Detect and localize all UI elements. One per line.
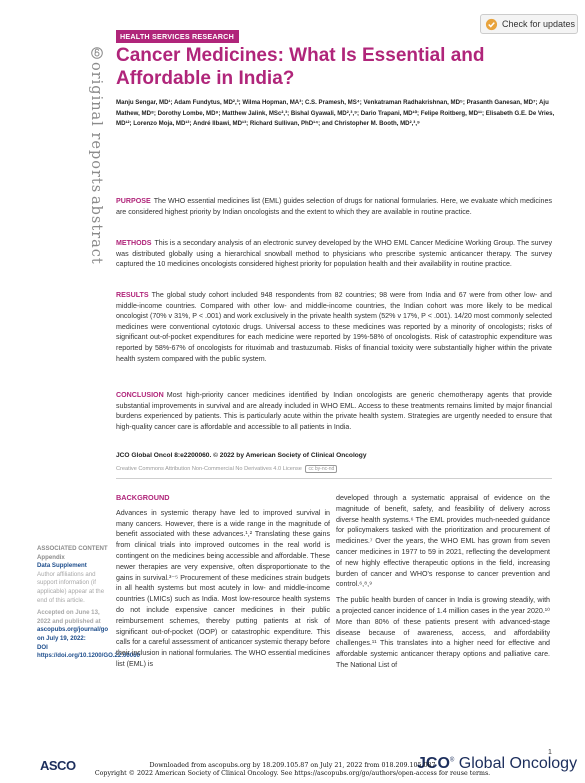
abstract-results <box>116 290 552 364</box>
journal-url-link[interactable]: ascopubs.org/journal/go on July 19, 2022: <box>37 626 109 642</box>
appendix-label: Appendix <box>37 553 65 561</box>
citation: JCO Global Oncol 8:e2200060. © 2022 by American Society of Clinical Oncology <box>116 452 367 459</box>
jco-logo-mark: JCO <box>417 755 450 772</box>
associated-content-heading: ASSOCIATED CONTENT <box>37 545 108 552</box>
associated-content-panel <box>37 545 140 661</box>
side-label-abstract-text: abstract <box>88 196 104 265</box>
download-notice <box>0 762 585 778</box>
side-label-text: original reports <box>88 62 104 194</box>
download-line-1: Downloaded from ascopubs.org by 18.209.105.87 on July 21, 2022 from 018.209.105.087 <box>149 762 436 769</box>
conclusion-heading: CONCLUSION <box>116 391 164 399</box>
body-column-left <box>116 493 330 675</box>
section-tag: HEALTH SERVICES RESEARCH <box>116 30 239 43</box>
affiliations-note: Author affiliations and support information (if applicable) appear at the end of this article. <box>37 570 105 604</box>
methods-heading: METHODS <box>116 239 152 247</box>
results-text: The global study cohort included 948 respondents from 82 countries; 98 were from India and 67 were from other low- and middle-income countries. Compared with other low- and middle-income countries, the Indian cohort was more likely to be medical oncologist (70% v 31%, P < .001) and work exclusively in the private health system (52% v 17%, P < .001). 14/20 most commonly selected medicines were conventional cytotoxic drugs. Universal access to these medicines was reported by a minority of oncologists; risks of significant out-of-pocket expenditures for each medicine were reported by 19%-58% of oncologists. Risk of catastrophic expenditure was reported by 58%-67% of oncologists for rituximab and trastuzumab. Risks of financial toxicity were substantially higher within the private health system compared with the public system. <box>116 291 552 363</box>
check-updates-button[interactable] <box>480 14 578 34</box>
abstract-methods <box>116 238 552 270</box>
check-updates-label: Check for updates <box>502 19 576 29</box>
asco-logo: ASCO <box>40 758 76 773</box>
side-label-abstract <box>88 196 106 386</box>
data-supplement-link[interactable]: Data Supplement <box>37 562 87 570</box>
results-heading: RESULTS <box>116 291 149 299</box>
background-heading: BACKGROUND <box>116 493 170 502</box>
check-updates-icon <box>485 18 498 31</box>
download-line-2: Copyright © 2022 American Society of Clinical Oncology. See https://ascopubs.org/go/authors/open-access for reuse terms. <box>94 770 491 777</box>
body-column-right <box>336 493 550 676</box>
body-paragraph-1: Advances in systemic therapy have led to improved survival in many cancers. However, there is a wide range in the magnitude of benefit associated with these advances.¹,² Translating these gains from clinical trials into improved outcomes in the real world is contingent on the medicines being accessible and affordable. These newer therapies are very expensive, often disproportionate to the gains in survival.³⁻⁵ Procurement of these medicines strain budgets in all health systems but most acutely in low- and middle-income countries (LMICs) such as India. Most low-resource health systems do not include expensive cancer medicines in their public reimbursement schemes, thereby putting patients at risk of significant out-of-pocket (OOP) or catastrophic expenditure. This calls for a careful assessment of anticancer systemic therapy before their inclusion in national formularies. The WHO essential medicines list (EML) is <box>116 508 330 668</box>
license-line <box>116 465 337 473</box>
article-title: Cancer Medicines: What Is Essential and Affordable in India? <box>116 45 485 89</box>
body-paragraph-2: developed through a systematic appraisal of evidence on the magnitude of benefit, safety, and feasibility of delivery across diverse health systems.⁶ The EML provides much-needed guidance for policymakers tasked with the prioritization and procurement of medicines.⁷ Over the years, the WHO EML has grown from seven cancer medicines in 1977 to 59 in 2021, reflecting the development of new highly effective therapeutic options in the field, increasing burden of cancer and WHO's response to cancer prevention and control.⁶,⁸,⁹ <box>336 494 550 589</box>
abstract-purpose <box>116 196 552 217</box>
accepted-date: Accepted on June 13, 2022 and published at <box>37 609 101 625</box>
body-paragraph-3: The public health burden of cancer in India is growing steadily, with a projected cancer incidence of 1.4 million cases in the year 2020.¹⁰ More than 80% of these patients present with advanced-stage disease because of awareness, access, and affordability challenges.¹¹ This translates into a higher need for effective and affordable systemic anticancer therapy options and palliative care. The National List of <box>336 596 550 669</box>
doi-link[interactable]: DOI https://doi.org/10.1200/GO.22.00060 <box>37 643 140 660</box>
cc-license-badge[interactable]: cc by-nc-nd <box>305 465 337 473</box>
open-access-icon <box>91 47 103 59</box>
divider <box>116 478 552 479</box>
purpose-heading: PURPOSE <box>116 197 151 205</box>
abstract-conclusion <box>116 390 552 432</box>
purpose-text: The WHO essential medicines list (EML) guides selection of drugs for national formularies. Here, we evaluate which medicines are considered highest priority by Indian oncologists and the extent to which they are available in routine practice. <box>116 197 552 216</box>
jco-logo-text: Global Oncology <box>458 755 578 772</box>
license-text: Creative Commons Attribution Non-Commercial No Derivatives 4.0 License <box>116 466 302 472</box>
conclusion-text: Most high-priority cancer medicines identified by Indian oncologists are generic chemotherapy agents that provide substantial improvements in survival and are already included in WHO EML. Access to these treatments remains limited by major financial burdens experienced by patients. This is particularly acute within the private health system. Strategies are urgently needed to ensure that high-quality cancer care is affordable and accessible to all patients in India. <box>116 391 552 431</box>
author-list: Manju Sengar, MD¹; Adam Fundytus, MD²,³; Wilma Hopman, MA³; C.S. Pramesh, MS⁴; Venkatraman Radhakrishnan, MD⁵; Prasanth Ganesan, MD⁷; Aju Mathew, MD⁸; Dorothy Lombe, MD⁹; Matthew Jalink, MSc²,³; Bishal Gyawali, MD²,³,⁹; Dario Trapani, MD¹⁰; Felipe Roitberg, MD¹¹; Elisabeth G.E. De Vries, MD¹²; Lorenzo Moja, MD¹³; André Ilbawi, MD¹³; Richard Sullivan, PhD¹⁴; and Christopher M. Booth, MD²,³,⁹ <box>116 99 555 127</box>
jco-global-oncology-logo: JCO® Global Oncology <box>417 755 578 772</box>
methods-text: This is a secondary analysis of an electronic survey developed by the WHO EML Cancer Medicine Working Group. The survey was distributed globally using a hierarchical snowball method to physicians who prescribe systemic anticancer therapy. The survey captured the 10 medicines oncologists considered highest priority for population health and their availability in routine practice. <box>116 239 552 269</box>
page-number: 1 <box>548 749 552 756</box>
